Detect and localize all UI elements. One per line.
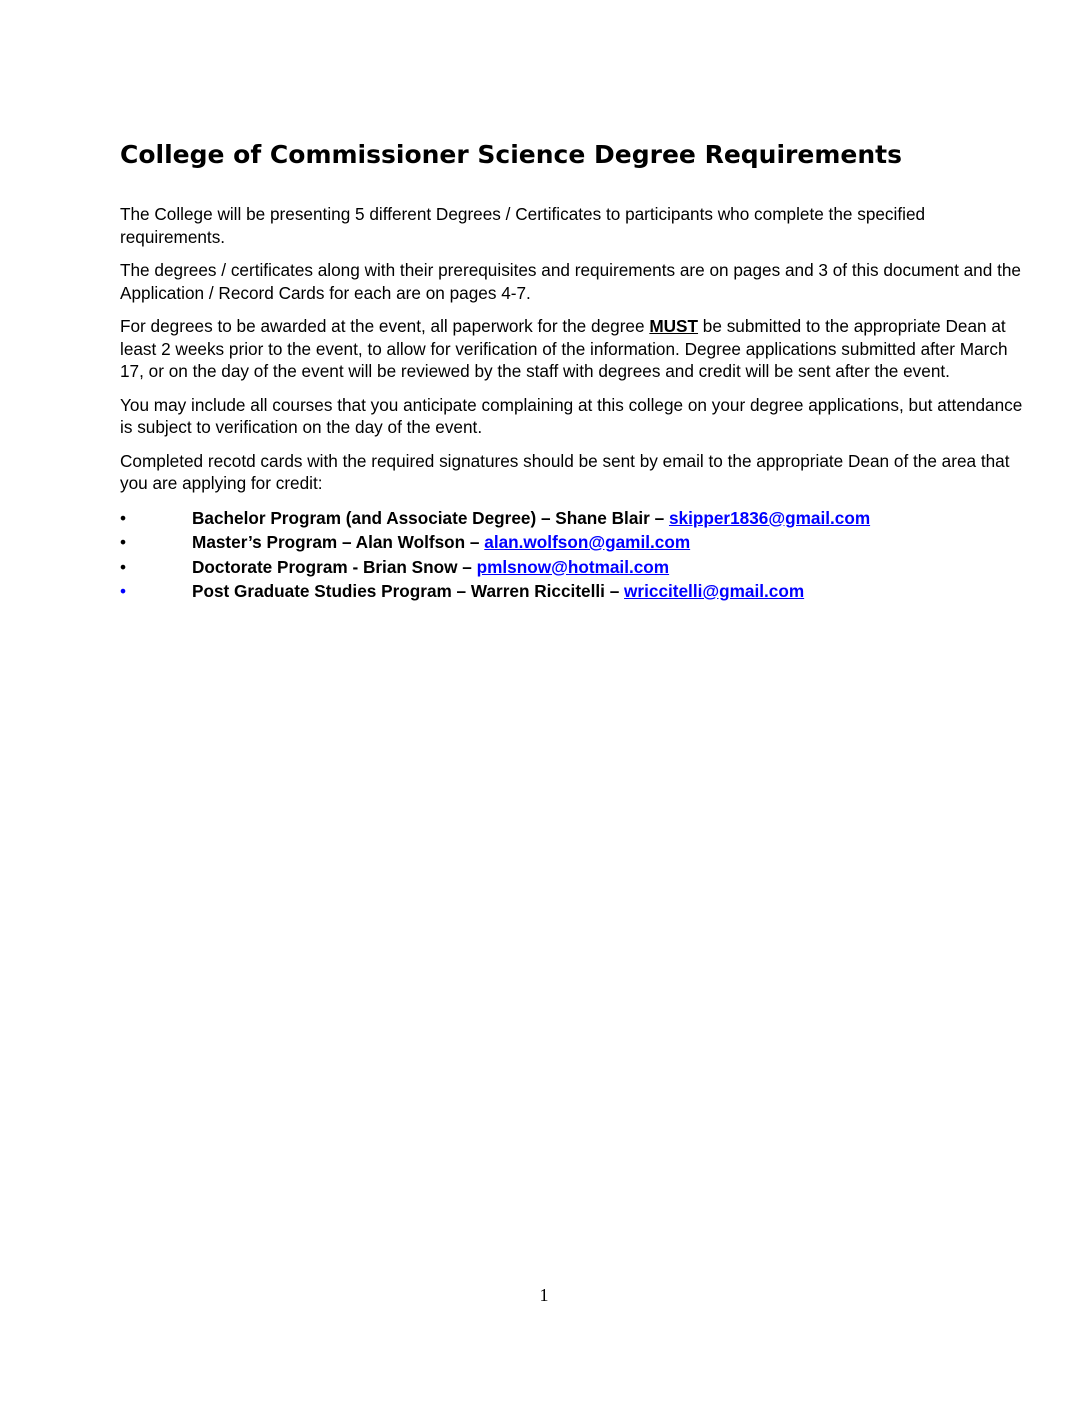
dean-email-link[interactable]: pmlsnow@hotmail.com: [476, 556, 670, 577]
dean-program-label: Bachelor Program (and Associate Degree) – Shane Blair –: [192, 507, 669, 528]
bullet-icon: •: [120, 556, 127, 577]
dean-program-label: Master’s Program – Alan Wolfson –: [192, 532, 485, 552]
courses-paragraph: You may include all courses that you anticipate complaining at this college on your degree applications, but attendance is subject to verification on the day of the event.: [120, 394, 1023, 437]
dean-program-label: Doctorate Program - Brian Snow –: [192, 556, 477, 577]
deadline-text-end: be submitted to the appropriate Dean at least 2 weeks prior to the event, to allow for verification of the information. Degree applications submitted after March 17, or on the day of the event will be reviewed by the staff with degrees and credit will be sent after the event.: [120, 316, 1008, 381]
bullet-icon: •: [120, 581, 127, 601]
document-title: College of Commissioner Science Degree Requirements: [120, 140, 902, 169]
dean-email-link[interactable]: wriccitelli@gmail.com: [624, 581, 805, 601]
dean-contact-list: [120, 506, 1025, 604]
must-emphasis: MUST: [649, 316, 699, 336]
dean-email-link[interactable]: skipper1836@gmail.com: [668, 507, 871, 528]
dean-item-doctorate: [120, 555, 1025, 580]
submission-paragraph: Completed recotd cards with the required signatures should be sent by email to the appropriate Dean of the area that you are applying for credit:: [120, 450, 1010, 493]
dean-item-post-graduate: [120, 579, 1025, 604]
pages-paragraph: The degrees / certificates along with their prerequisites and requirements are on pages and 3 of this document and the Application / Record Cards for each are on pages 4-7.: [120, 260, 1021, 303]
bullet-icon: •: [120, 532, 127, 552]
intro-paragraph: The College will be presenting 5 different Degrees / Certificates to participants who complete the specified requirements.: [120, 204, 926, 247]
dean-item-master: [120, 530, 1025, 555]
bullet-icon: •: [120, 507, 127, 528]
page-number: 1: [539, 1285, 549, 1305]
deadline-text-start: For degrees to be awarded at the event, all paperwork for the degree: [120, 316, 650, 336]
deadline-paragraph: [120, 315, 1025, 383]
dean-program-label: Post Graduate Studies Program – Warren Riccitelli –: [192, 581, 625, 601]
document-body: [120, 203, 1025, 604]
dean-email-link[interactable]: alan.wolfson@gamil.com: [484, 532, 691, 552]
dean-item-bachelor: [120, 506, 1025, 531]
